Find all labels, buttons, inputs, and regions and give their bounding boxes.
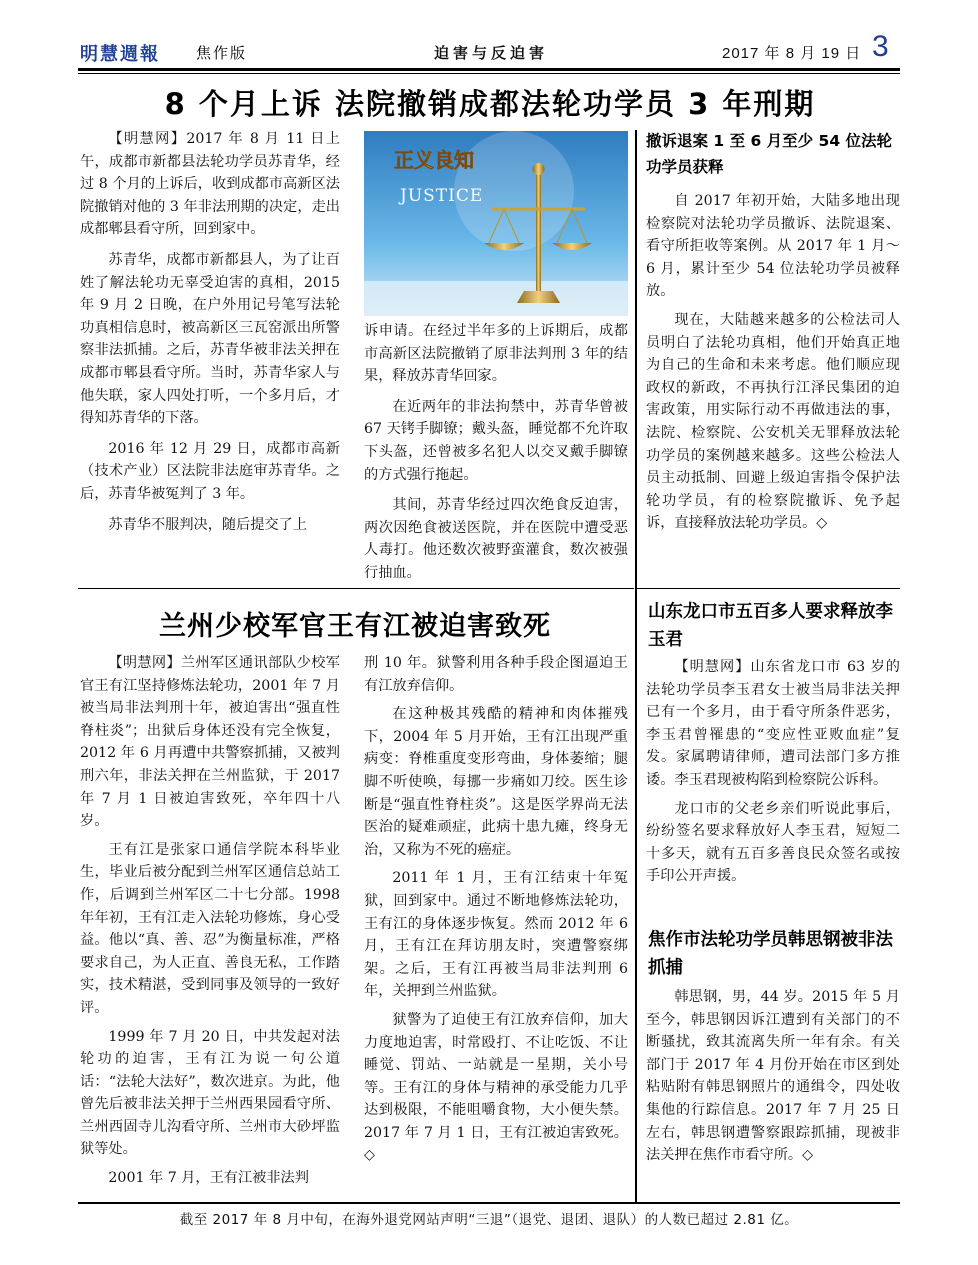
article3-paragraph: 狱警为了迫使王有江放弃信仰，加大力度地迫害，时常殴打、不让吃饭、不让睡觉、罚站、一站就是一星期，关小号等。王有江的身体与精神的承受能力几乎达到极限，不能咀嚼食物，大小便失禁。2017 年 7 月 1 日，王有江被迫害致死。◇ [364, 1011, 628, 1164]
article3-paragraph: 刑 10 年。狱警利用各种手段企图逼迫王有江放弃信仰。 [364, 655, 628, 694]
article-separator [636, 588, 900, 589]
image-caption-top: 正义良知 [394, 148, 474, 172]
page-header [78, 30, 900, 66]
article3-column-2 [364, 652, 628, 1167]
footer-rule [78, 1202, 900, 1204]
article3-paragraph: 王有江是张家口通信学院本科毕业生，毕业后被分配到兰州军区通信总站工作，后调到兰州军区二十七分部。1998 年年初，王有江走入法轮功修炼，身心受益。他以“真、善、忍”为衡量标准，严格要求自己，为人正直、善良无私，工作踏实，技术精湛，受到同事及领导的一致好评。 [80, 841, 340, 1016]
article1-title: 8 个月上诉 法院撤销成都法轮功学员 3 年刑期 [164, 87, 816, 121]
article4-title: 山东龙口市五百多人要求释放李玉君 [648, 602, 893, 650]
column-divider [635, 130, 637, 1202]
issue-date: 2017 年 8 月 19 日 [722, 45, 862, 62]
article2-body [646, 190, 900, 535]
article5-body [646, 986, 900, 1167]
newspaper-brand: 明慧週報 [80, 44, 160, 65]
article3-paragraph: 2011 年 1 月，王有江结束十年冤狱，回到家中。通过不断地修炼法轮功，王有江的身体逐步恢复。然而 2012 年 6 月，王有江在拜访朋友时，突遭警察绑架。之后，王有江再被当局非法判刑 6 年，关押到兰州监狱。 [364, 870, 628, 1000]
article1-column-1 [80, 128, 340, 536]
article4-paragraph: 【明慧网】山东省龙口市 63 岁的法轮功学员李玉君女士被当局非法关押已有一个多月，由于看守所条件恶劣，李玉君曾罹患的“变应性亚败血症”复发。家属聘请律师，遭司法部门多方推诿。李玉君现被构陷到检察院公诉科。 [646, 659, 900, 788]
article3-paragraph: 【明慧网】兰州军区通讯部队少校军官王有江坚持修炼法轮功，2001 年 7 月被当局非法判刑十年，被迫害出“强直性脊柱炎”；出狱后身体还没有完全恢复，2012 年 6 月再遭中共警察抓捕，又被判刑六年，非法关押在兰州监狱，于 2017 年 7 月 1 日被迫害致死，卒年四十八岁。 [80, 655, 340, 830]
article1-paragraph: 诉申请。在经过半年多的上诉期后，成都市高新区法院撤销了原非法判刑 3 年的结果，释放苏青华回家。 [364, 323, 628, 385]
article2-paragraph: 现在，大陆越来越多的公检法司人员明白了法轮功真相，他们开始真正地为自己的生命和未来考虑。他们顺应现政权的新政，不再执行江泽民集团的迫害政策，用实际行动不再做违法的事，法院、检察院、公安机关无罪释放法轮功学员的案例越来越多。这些公检法人员主动抵制、回避上级迫害指令保护法轮功学员，有的检察院撤诉、免予起诉，直接释放法轮功学员。◇ [646, 311, 900, 532]
article1-paragraph: 2016 年 12 月 29 日，成都市高新（技术产业）区法院非法庭审苏青华。之后，苏青华被冤判了 3 年。 [80, 440, 340, 502]
article3-paragraph: 2001 年 7 月，王有江被非法判 [108, 1170, 309, 1187]
article1-paragraph: 苏青华，成都市新都县人，为了让百姓了解法轮功无辜受迫害的真相，2015 年 9 月 2 日晚，在户外用记号笔写法轮功真相信息时，被高新区三瓦窑派出所警察非法抓捕。之后，苏青华被非法关押在成都市郫县看守所。当时，苏青华家人与他失联，家人四处打听，一个多月后，才得知苏青华的下落。 [80, 251, 340, 427]
article3-paragraph: 在这种极其残酷的精神和肉体摧残下，2004 年 5 月开始，王有江出现严重病变：脊椎重度变形弯曲，身体萎缩；腿脚不听使唤，每挪一步痛如刀绞。医生诊断是“强直性脊柱炎”。这是医学界尚无法医治的疑难顽症，此病十患九瘫，终身无治，又称为不死的癌症。 [364, 706, 628, 858]
article4-paragraph: 龙口市的父老乡亲们听说此事后，纷纷签名要求释放好人李玉君，短短二十多天，就有五百多善良民众签名或按手印公开声援。 [646, 800, 900, 885]
article1-paragraph: 在近两年的非法拘禁中，苏青华曾被 67 天铐手脚镣；戴头盔，睡觉都不允许取下头盔，还曾被多名犯人以交叉戴手脚镣的方式强行拖起。 [364, 398, 628, 483]
article2-paragraph: 自 2017 年初开始，大陆多地出现检察院对法轮功学员撤诉、法院退案、看守所拒收等案例。从 2017 年 1 月～6 月，累计至少 54 位法轮功学员被释放。 [646, 193, 900, 300]
article3-paragraph: 1999 年 7 月 20 日，中共发起对法轮功的迫害，王有江为说一句公道话：“法轮大法好”，数次进京。为此，他曾先后被非法关押于兰州西果园看守所、兰州西固寺儿沟看守所、兰州市大砂坪监狱等处。 [80, 1028, 340, 1158]
header-rule-thin [78, 73, 900, 74]
section-title: 迫害与反迫害 [434, 44, 549, 62]
article1-column-2 [364, 320, 628, 585]
article3-title: 兰州少校军官王有江被迫害致死 [159, 611, 551, 642]
justice-scale-image [364, 131, 628, 316]
footer-note: 截至 2017 年 8 月中旬，在海外退党网站声明“三退”（退党、退团、退队）的人数已超过 2.81 亿。 [179, 1212, 799, 1228]
article2-title: 撤诉退案 1 至 6 月至少 54 位法轮功学员获释 [646, 132, 893, 176]
article1-paragraph: 【明慧网】2017 年 8 月 11 日上午，成都市新都县法轮功学员苏青华，经过 8 个月的上诉后，收到成都市高新区法院撤销对他的 3 年非法刑期的决定，走出成都郫县看守所，回到家中。 [80, 131, 340, 238]
edition-label: 焦作版 [196, 44, 248, 62]
article4-body [646, 656, 900, 888]
justice-illustration [364, 131, 628, 316]
article1-paragraph: 苏青华不服判决，随后提交了上 [108, 516, 308, 533]
image-caption-bottom: JUSTICE [400, 186, 484, 206]
article3-column-1 [80, 652, 340, 1190]
page-number: 3 [872, 30, 889, 63]
article1-paragraph: 其间，苏青华经过四次绝食反迫害，两次因绝食被送医院，并在医院中遭受恶人毒打。他还数次被野蛮灌食，数次被强行抽血。 [364, 497, 628, 581]
article5-title: 焦作市法轮功学员韩思钢被非法抓捕 [648, 930, 893, 978]
header-rule [78, 68, 900, 71]
article-separator [78, 588, 634, 589]
article5-paragraph: 韩思钢，男，44 岁。2015 年 5 月至今，韩思钢因诉江遭到有关部门的不断骚扰，致其流离失所一年有余。有关部门于 2017 年 4 月份开始在市区到处粘贴附有韩思钢照片的通缉令，四处收集他的行踪信息。2017 年 7 月 25 日左右，韩思钢遭警察跟踪抓捕，现被非法关押在焦作市看守所。◇ [646, 989, 900, 1164]
